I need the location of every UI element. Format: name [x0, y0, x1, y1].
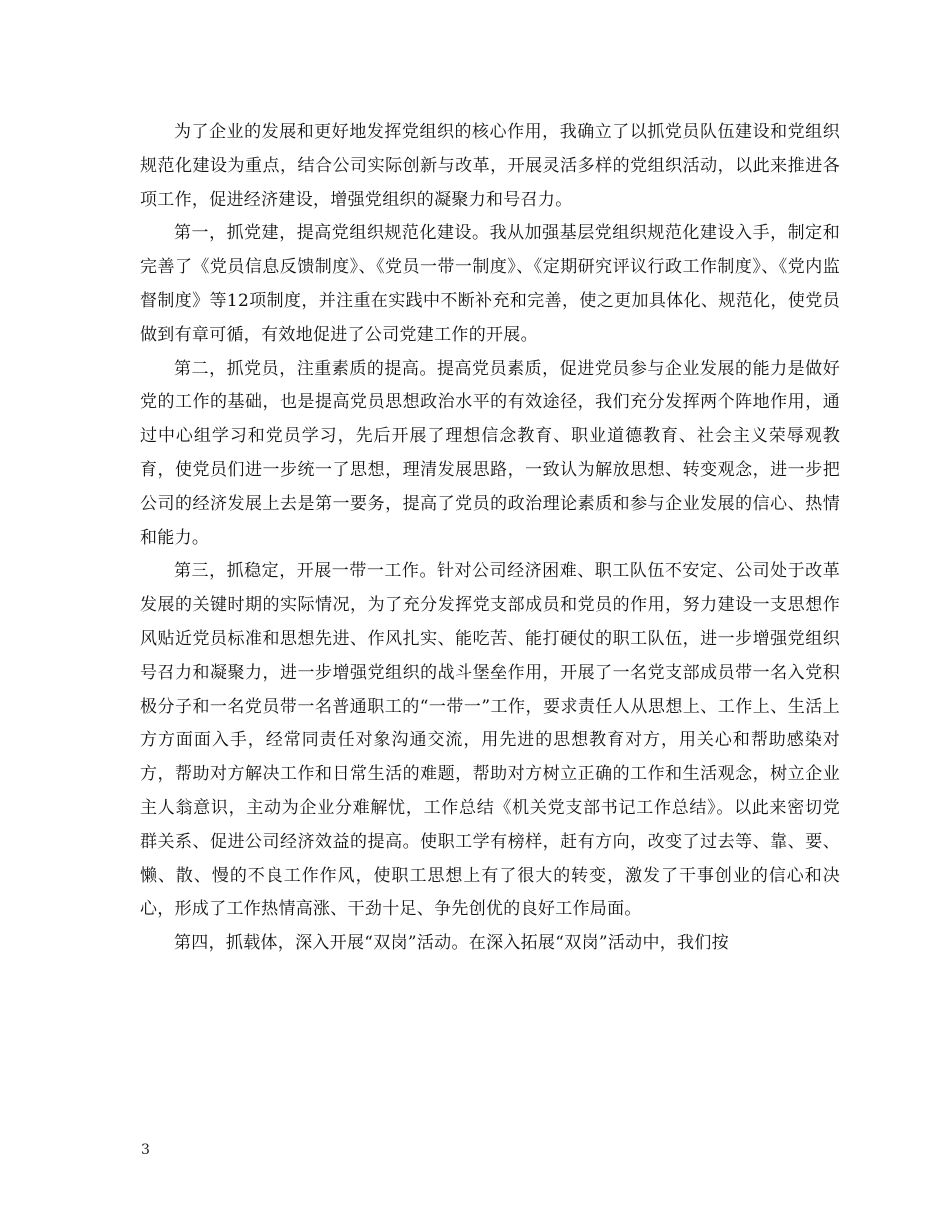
paragraph-second: 第二，抓党员，注重素质的提高。提高党员素质，促进党员参与企业发展的能力是做好党的工作的基础，也是提高党员思想政治水平的有效途径，我们充分发挥两个阵地作用，通过中心组学习和党员学习，先后开展了理想信念教育、职业道德教育、社会主义荣辱观教育，使党员们进一步统一了思想，理清发展思路，一致认为解放思想、转变观念，进一步把公司的经济发展上去是第一要务，提高了党员的政治理论素质和参与企业发展的信心、热情和能力。 [140, 358, 840, 548]
paragraph-fourth: 第四，抓载体，深入开展“双岗”活动。在深入拓展“双岗”活动中，我们按 [174, 933, 729, 954]
paragraph-third: 第三，抓稳定，开展一带一工作。针对公司经济困难、职工队伍不安定、公司处于改革发展的关键时期的实际情况，为了充分发挥党支部成员和党员的作用，努力建设一支思想作风贴近党员标准和思想先进、作风扎实、能吃苦、能打硬仗的职工队伍，进一步增强党组织号召力和凝聚力，进一步增强党组织的战斗堡垒作用，开展了一名党支部成员带一名入党积极分子和一名党员带一名普通职工的“一带一”工作，要求责任人从思想上、工作上、生活上方方面面入手，经常同责任对象沟通交流，用先进的思想教育对方，用关心和帮助感染对方，帮助对方解决工作和日常生活的难题，帮助对方树立正确的工作和生活观念，树立企业主人翁意识，主动为企业分难解忧，工作总结《机关党支部书记工作总结》。以此来密切党群关系、促进公司经济效益的提高。使职工学有榜样，赶有方向，改变了过去等、靠、要、懒、散、慢的不良工作作风，使职工思想上有了很大的转变，激发了干事创业的信心和决心，形成了工作热情高涨、干劲十足、争先创优的良好工作局面。 [140, 561, 840, 920]
paragraph-intro: 为了企业的发展和更好地发挥党组织的核心作用，我确立了以抓党员队伍建设和党组织规范化建设为重点，结合公司实际创新与改革，开展灵活多样的党组织活动，以此来推进各项工作，促进经济建设，增强党组织的凝聚力和号召力。 [140, 122, 840, 210]
body-text [140, 116, 840, 961]
page-number: 3 [141, 1142, 150, 1158]
paragraph-first: 第一，抓党建，提高党组织规范化建设。我从加强基层党组织规范化建设入手，制定和完善了《党员信息反馈制度》、《党员一带一制度》、《定期研究评议行政工作制度》、《党内监督制度》等12项制度，并注重在实践中不断补充和完善，使之更加具体化、规范化，使党员做到有章可循，有效地促进了公司党建工作的开展。 [140, 223, 840, 345]
